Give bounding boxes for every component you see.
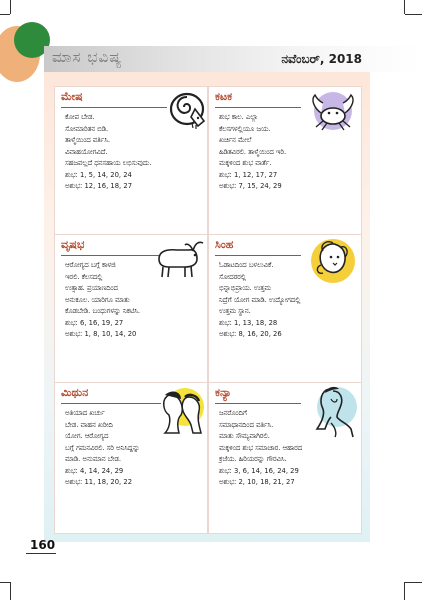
sign-text [219, 408, 302, 489]
bull-icon [155, 237, 205, 279]
sign-line: ಆರೋಗ್ಯದ ಬಗ್ಗೆ ಕಾಳಜಿ [65, 261, 116, 269]
crab-icon [305, 89, 359, 133]
sign-name: ವೃಷಭ [61, 238, 85, 251]
sign-rule [215, 255, 301, 256]
sign-unlucky: ಅಶುಭ: 2, 10, 18, 21, 27 [219, 478, 295, 486]
sign-line: ಖರ್ಚಿನ ಮೇಲೆ [219, 136, 252, 144]
sign-unlucky: ಅಶುಭ: 8, 16, 20, 26 [219, 330, 282, 338]
sign-rule [61, 107, 167, 108]
crop-mark-top-left-v [10, 0, 11, 14]
sign-line: ಇರಲಿ. ಕೆಲಸದಲ್ಲಿ [65, 272, 103, 281]
sign-line: ಸೋಮಾರಿತನ ಬಿಡಿ. [65, 124, 109, 133]
sign-unlucky: ಅಶುಭ: 11, 18, 20, 22 [65, 478, 133, 486]
crop-mark-bottom-right-h [405, 582, 422, 583]
sign-line: ಯೋಗ. ಆರೋಗ್ಯದ [65, 432, 109, 440]
month-year: ನವೆಂಬರ್, 2018 [281, 52, 362, 66]
sign-line: ಮಕ್ಕಳಿಂದ ಶುಭ ಸಮಾಚಾರ. ಆಹಾರದ [219, 443, 303, 452]
crop-mark-top-right-v [404, 0, 405, 14]
sign-lucky: ಶುಭ: 1, 13, 18, 28 [219, 318, 278, 327]
sign-lucky: ಶುಭ: 1, 12, 17, 27 [219, 170, 278, 179]
sign-line: ಮಾತು ಸೌಮ್ಯವಾಗಿರಲಿ. [219, 432, 270, 440]
sign-rule [215, 403, 301, 404]
sign-line: ಸಮಾಧಾನದಿಂದ ವರ್ತಿಸಿ. [219, 420, 274, 429]
sign-line: ವಿವಾಹಯೋಗವಿದೆ. [65, 147, 108, 156]
sign-card-simha [208, 234, 362, 384]
sign-line: ಹಿಡಿತವಿರಲಿ. ತಾಳ್ಮೆಯಿಂದ ಇರಿ. [219, 147, 287, 156]
maiden-icon [307, 383, 359, 439]
sign-name: ಮಿಥುನ [61, 386, 89, 399]
sign-line: ಉತ್ತಮ ಸ್ಥಾನ. [219, 307, 251, 315]
crop-mark-top-right-h [405, 14, 422, 15]
sign-line: ಬಗ್ಗೆ ಗಮನವಿರಲಿ. ಸರಿ ಅನಿಸಿದ್ದನ್ನು [65, 443, 140, 452]
sign-name: ಸಿಂಹ [215, 238, 234, 251]
sign-line: ತಾಳ್ಮೆಯಿಂದ ವರ್ತಿಸಿ. [65, 136, 111, 144]
sign-line: ಓಡಾಟದಿಂದ ಬಳಲುವಿಕೆ. [219, 261, 274, 269]
page-number-rule [26, 553, 56, 554]
sign-text [65, 408, 140, 489]
sign-line: ನಿದ್ರೆಗೆ ಯೋಗ ಮಾಡಿ. ಉದ್ಯೋಗದಲ್ಲಿ [219, 295, 301, 304]
sign-lucky: ಶುಭ: 4, 14, 24, 29 [65, 466, 124, 475]
sign-card-kataka [208, 86, 362, 236]
sign-line: ಕ್ರಜೆಯ. ಹಿರಿಯರನ್ನು ಗೌರವಿಸಿ. [219, 455, 287, 463]
sign-rule [215, 107, 301, 108]
sign-unlucky: ಅಶುಭ: 12, 16, 18, 27 [65, 182, 133, 190]
section-title: ಮಾಸ ಭವಿಷ್ಯ [52, 48, 123, 66]
sign-line: ಅತಿಯಾದ ಖರ್ಚು [65, 409, 105, 417]
crop-mark-bottom-left-v [10, 582, 11, 600]
sign-unlucky: ಅಶುಭ: 7, 15, 24, 29 [219, 182, 282, 190]
sign-line: ಉತ್ಸಾಹ. ಪ್ರಯಾಣದಿಂದ [65, 284, 118, 292]
lion-icon [307, 237, 357, 285]
crop-mark-bottom-right-v [404, 582, 405, 600]
twins-icon [155, 385, 205, 435]
sign-line: ಸಹಜವಲ್ಲದೆ ಧನಸಹಾಯ ಲಭಿಸುವುದು. [65, 159, 152, 167]
sign-line: ಸೋದರರಲ್ಲಿ [219, 272, 246, 281]
sign-line: ಜನರೊಂದಿಗೆ [219, 409, 247, 417]
sign-text [65, 112, 152, 193]
sign-line: ಶುಭ ಕಾಲ. ಎಲ್ಲಾ [219, 113, 258, 121]
sign-name: ಕನ್ಯಾ [215, 386, 232, 399]
sign-lucky: ಶುಭ: 1, 5, 14, 20, 24 [65, 170, 132, 179]
sign-card-vrishabha [54, 234, 208, 384]
sign-line: ಮಾಡಿ. ಅನುಮಾನ ಬೇಡ. [65, 455, 122, 463]
sign-rule [61, 255, 161, 256]
sign-card-kanya [208, 382, 362, 534]
sign-line: ಕೋಪ ಬೇಡ. [65, 113, 95, 121]
sign-line: ಕೆಲಸಗಳಲ್ಲಿಯೂ ಜಯ. [219, 124, 271, 133]
sign-line: ಮಕ್ಕಳಿಂದ ಶುಭ ವಾರ್ತೆ. [219, 159, 272, 167]
sign-line: ಭಿನ್ನಾಭಿಪ್ರಾಯ. ಉತ್ತಮ [219, 284, 271, 292]
sign-line: ಅನುಕೂಲ. ಯಾರಿಗೂ ಮಾತು [65, 295, 130, 304]
sign-unlucky: ಅಶುಭ: 1, 8, 10, 14, 20 [65, 330, 137, 338]
sign-text [219, 260, 300, 341]
sign-line: ಕೊಡಬೇಡಿ. ಬಂಧುಗಳನ್ನು ನಿಕಟಿಸಿ. [65, 307, 141, 315]
sign-name: ಕಟಕ [215, 90, 233, 103]
crop-mark-bottom-left-h [0, 582, 10, 583]
ram-icon [163, 89, 207, 129]
sign-lucky: ಶುಭ: 3, 6, 14, 16, 24, 29 [219, 466, 299, 475]
sign-lucky: ಶುಭ: 6, 16, 19, 27 [65, 318, 124, 327]
sign-card-mesha [54, 86, 208, 236]
sign-card-mithuna [54, 382, 208, 534]
sign-name: ಮೇಷ [61, 90, 83, 103]
sign-line: ಬೇಡ. ವಾಹನ ಖರೀದಿ [65, 420, 113, 429]
sign-text [65, 260, 140, 341]
page-number: 160 [30, 538, 56, 552]
crop-mark-top-left-h [0, 14, 10, 15]
sign-rule [61, 403, 161, 404]
sign-text [219, 112, 286, 193]
horoscope-panel [44, 72, 370, 542]
